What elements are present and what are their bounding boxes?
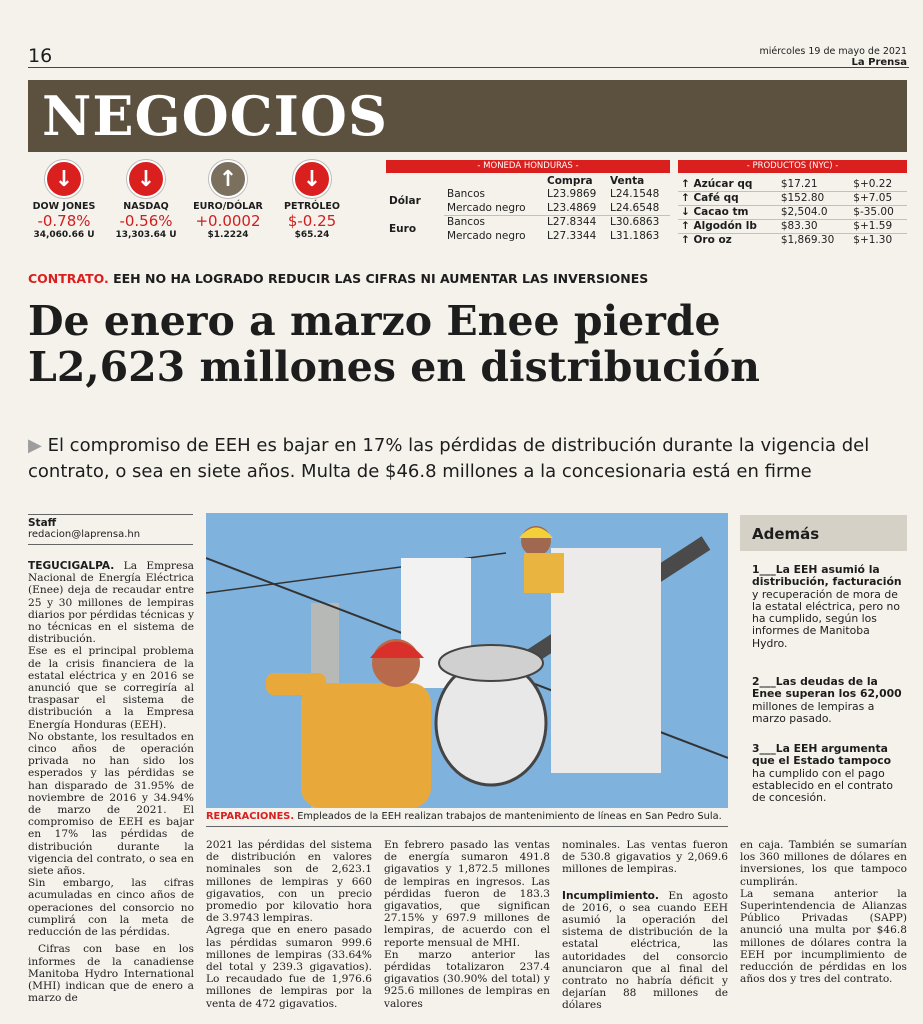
productos-title: - PRODUCTOS (NYC) - (678, 160, 907, 173)
article-column-3 (384, 839, 550, 1010)
paragraph: En marzo anterior las pérdidas totalizaron 237.4 gigavatios (30.90% del total) y 925.6 millones de lempiras en valores (384, 948, 550, 1010)
row-venta: L31.1863 (610, 230, 660, 242)
row-venta: L24.6548 (607, 201, 670, 215)
paragraph: Ese es el principal problema de la crisis financiera de la estatal eléctrica y en 2016 se anunció que se corregiría al traspasar el sistema de distribución a la Empresa Energía Honduras (EEH). (28, 645, 194, 731)
kicker-label: CONTRATO. (28, 271, 109, 286)
group-dolar: Dólar (389, 195, 421, 207)
headline-line-2: L2,623 millones en distribución (28, 343, 760, 391)
row-venta: L30.6863 (610, 216, 660, 229)
subhead: Incumplimiento. (562, 889, 659, 902)
item-number: 3 (752, 742, 760, 755)
ticker-value: 34,060.66 U (33, 230, 95, 240)
triangle-bullet-icon: ▶ (28, 435, 42, 456)
paragraph: Cifras con base en los informes de la canadiense Manitoba Hydro International (MHI) indican que de enero a marzo de (28, 943, 194, 1005)
date-block (759, 46, 907, 68)
moneda-honduras-table (386, 160, 670, 243)
arrow-down-icon: ↓ (45, 160, 83, 198)
headline-line-1: De enero a marzo Enee pierde (28, 297, 721, 345)
product-change: $+0.22 (850, 177, 907, 191)
paragraph: En agosto de 2016, o sea cuando EEH asumió la operación del sistema de distribución de la estatal eléctrica, las autoridades del consorcio anunciaron que al final del contrato no habría déficit y dejarían 88 millones de dólares (562, 889, 728, 1012)
ticker-change: -0.78% (37, 212, 91, 230)
product-change: $-35.00 (850, 205, 907, 219)
ticker-name: DOW JONES (32, 201, 96, 212)
kicker-text: EEH NO HA LOGRADO REDUCIR LAS CIFRAS NI AUMENTAR LAS INVERSIONES (113, 271, 649, 286)
paragraph: nominales. Las ventas fueron de 530.8 gigavatios y 2,069.6 millones de lempiras. (562, 839, 728, 876)
ticker-euro-dolar (186, 160, 270, 240)
publication-name: La Prensa (851, 57, 907, 68)
item-number: 2 (752, 675, 760, 688)
productos-table (678, 160, 907, 247)
row-compra: L27.3344 (547, 230, 597, 242)
byline-email: redacion@laprensa.hn (28, 529, 141, 540)
product-name: ↑ Café qq (678, 191, 778, 205)
arrow-down-icon: ↓ (127, 160, 165, 198)
ticker-nasdaq (104, 160, 188, 240)
paragraph: Sin embargo, las cifras acumuladas en cinco años de operaciones del consorcio no cumplirá con la meta de reducción de las pérdidas. (28, 877, 194, 939)
sidebar-item-1: 1___La EEH asumió la distribución, facturación y recuperación de mora de la estatal eléctrica, pero no ha cumplido, según los informes de Manitoba Hydro. (752, 563, 902, 650)
item-bold: Las deudas de la Enee superan los 62,000 (752, 675, 902, 701)
arrow-up-icon: ↑ (681, 192, 690, 204)
ticker-name: EURO/DÓLAR (193, 201, 263, 212)
arrow-down-icon: ↓ (681, 206, 690, 218)
byline-name: Staff (28, 517, 57, 529)
ticker-name: PETRÓLEO (284, 201, 340, 212)
product-price: $2,504.0 (778, 205, 850, 219)
product-price: $152.80 (778, 191, 850, 205)
sidebar-title: Además (752, 525, 820, 543)
row-label: Mercado negro (444, 201, 544, 215)
ticker-petroleo (270, 160, 354, 240)
item-text: y recuperación de mora de la estatal eléctrica, pero no ha cumplido, según los informes de Manitoba Hydro. (752, 587, 900, 650)
product-change: $+1.59 (850, 219, 907, 233)
article-column-1 (28, 560, 194, 1004)
byline (28, 517, 140, 540)
paragraph: La semana anterior la Superintendencia de Alianzas Público Privadas (SAPP) anunció una multa por $46.8 millones de dólares contra la EEH por incumplimiento de reducción de pérdidas en los años dos y tres del contrato. (740, 887, 907, 986)
ticker-value: $1.2224 (207, 230, 249, 240)
header-rule (28, 67, 909, 68)
row-compra: L27.8344 (547, 216, 597, 229)
article-photo (206, 513, 728, 808)
caption-rule (206, 826, 728, 827)
paragraph: en caja. También se sumarían los 360 millones de dólares en inversiones, los que tampoco cumplirán. (740, 839, 907, 888)
product-name: ↑ Azúcar qq (678, 177, 778, 191)
row-label: Bancos (447, 216, 485, 229)
row-label: Mercado negro (447, 230, 526, 242)
ticker-change: +0.0002 (195, 212, 261, 230)
deck-text: El compromiso de EEH es bajar en 17% las pérdidas de distribución durante la vigencia del contrato, o sea en siete años. Multa de $46.8 millones a la concesionaria está en firme (28, 435, 870, 482)
item-text: millones de lempiras a marzo pasado. (752, 699, 875, 725)
caption-label: REPARACIONES. (206, 811, 295, 822)
ticker-value: 13,303.64 U (115, 230, 177, 240)
product-change: $+1.30 (853, 234, 893, 247)
article-deck (28, 433, 898, 485)
sidebar-item-3: 3___La EEH argumenta que el Estado tampoco ha cumplido con el pago establecido en el contrato de concesión. (752, 742, 893, 805)
item-text: ha cumplido con el pago establecido en el contrato de concesión. (752, 766, 893, 805)
article-kicker (28, 271, 648, 286)
article-column-4 (562, 839, 728, 1012)
col-compra: Compra (547, 175, 593, 187)
photo-illustration (206, 513, 728, 808)
page-number: 16 (28, 45, 53, 67)
product-name: ↑ Algodón lb (678, 219, 778, 233)
article-column-2 (206, 839, 372, 1010)
product-name: ↓ Cacao tm (678, 205, 778, 219)
paragraph: No obstante, los resultados en cinco años de operación privada no han sido los esperados y las pérdidas se han disparado de 31.95% de noviembre de 2016 y 34.94% de marzo de 2021. El compromiso de EEH es bajar en 17% las pérdidas de distribución durante la vigencia del contrato, o sea en siete años. (28, 730, 194, 878)
col-venta: Venta (610, 175, 645, 187)
ticker-dow-jones (22, 160, 106, 240)
product-price: $83.30 (778, 219, 850, 233)
item-bold: La EEH argumenta que el Estado tampoco (752, 742, 892, 768)
row-compra: L23.9869 (547, 188, 597, 200)
ticker-name: NASDAQ (123, 201, 169, 212)
paragraph: 2021 las pérdidas del sistema de distribución en valores nominales son de 2,623.1 millones de lempiras y 660 gigavatios, con un precio promedio por kilovatio hora de 3.9743 lempiras. (206, 839, 372, 925)
item-number: 1 (752, 563, 760, 576)
row-venta: L24.1548 (610, 188, 660, 200)
arrow-up-icon: ↑ (209, 160, 247, 198)
section-title: NEGOCIOS (42, 84, 388, 148)
date: miércoles 19 de mayo de 2021 (759, 46, 907, 57)
item-bold: La EEH asumió la distribución, facturación (752, 563, 902, 589)
ticker-value: $65.24 (294, 230, 330, 240)
arrow-up-icon: ↑ (681, 177, 690, 190)
row-compra: L23.4869 (544, 201, 607, 215)
photo-caption (206, 811, 728, 822)
paragraph: La Empresa Nacional de Energía Eléctrica (Enee) deja de recaudar entre 25 y 30 millones de lempiras diarios por pérdidas técnicas y no técnicas en el sistema de distribución. (28, 560, 194, 646)
arrow-up-icon: ↑ (681, 220, 690, 232)
product-change: $+7.05 (850, 191, 907, 205)
product-name: ↑ Oro oz (681, 234, 732, 247)
row-label: Bancos (447, 188, 485, 200)
article-column-5 (740, 839, 907, 985)
dateline: TEGUCIGALPA. (28, 560, 115, 572)
arrow-up-icon: ↑ (681, 234, 690, 247)
product-price: $1,869.30 (780, 234, 835, 247)
sidebar-item-2: 2___Las deudas de la Enee superan los 62,000 millones de lempiras a marzo pasado. (752, 675, 902, 725)
product-price: $17.21 (778, 177, 850, 191)
byline-rule (28, 514, 193, 515)
article-headline (28, 298, 898, 390)
group-euro: Euro (389, 223, 417, 235)
byline-rule (28, 544, 193, 545)
ticker-change: -0.56% (119, 212, 173, 230)
paragraph: En febrero pasado las ventas de energía sumaron 491.8 gigavatios y 1,872.5 millones de lempiras en ingresos. Las pérdidas fueron de 183.3 gigavatios, que significan 27.15% y 697.9 millones de lempiras, de acuerdo con el reporte mensual de MHI. (384, 839, 550, 949)
caption-text: Empleados de la EEH realizan trabajos de mantenimiento de líneas en San Pedro Sula. (297, 811, 722, 822)
paragraph: Agrega que en enero pasado las pérdidas sumaron 999.6 millones de lempiras (33.64% del total y 239.3 gigavatios). Lo recaudado fue de 1,976.6 millones de lempiras por la venta de 472 gigavatios. (206, 924, 372, 1010)
arrow-down-icon: ↓ (293, 160, 331, 198)
ticker-change: $-0.25 (287, 212, 337, 230)
moneda-title: - MONEDA HONDURAS - (386, 160, 670, 173)
